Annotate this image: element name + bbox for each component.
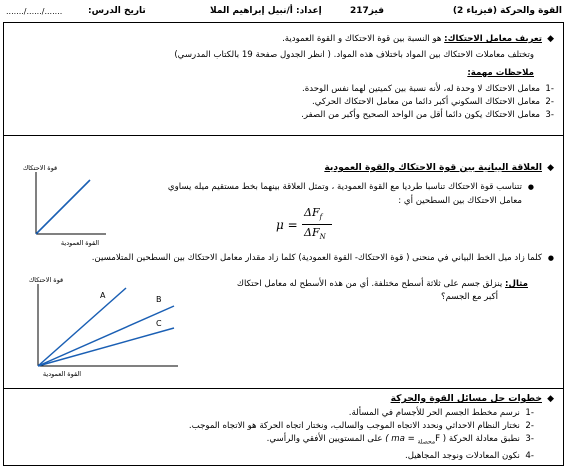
example-line2: أكبر مع الجسم؟ <box>441 292 498 302</box>
definition-line <box>282 34 542 45</box>
bullet-icon: ● <box>547 254 554 262</box>
notes-list <box>301 84 554 123</box>
bullet-icon: ◆ <box>547 34 554 44</box>
definition-heading: تعريف معامل الاحتكاك: <box>444 34 542 44</box>
graph-section-p2: كلما زاد ميل الخط البياني في منحنى ( قوة الاحتكاك- القوة العمودية) كلما زاد مقدار معامل الاحتكاك بين السطحين المتلامسين. <box>91 253 542 263</box>
graph1-line <box>36 180 90 234</box>
header-title: القوة والحركة (فيزياء 2) <box>452 6 562 16</box>
label-b: B <box>156 295 162 304</box>
example-label: مثال: <box>505 279 528 289</box>
graph1-xlabel: القوة العمودية <box>60 239 100 247</box>
definition-text: هو النسبة بين قوة الاحتكاك و القوة العمودية. <box>282 34 442 44</box>
list-item: -2 نختار النظام الاحداثي ونحدد الاتجاه الموجب والسالب، ونختار اتجاه الحركة هو الاتجاه الموجب. <box>188 421 534 431</box>
line-b <box>38 306 174 366</box>
formula-num: $\Delta F_f$ <box>304 206 323 222</box>
steps-list <box>189 408 534 464</box>
notes-heading: ملاحظات مهمة: <box>467 68 534 78</box>
list-item: -2 معامل الاحتكاك السكوني أكبر دائما من معامل الاحتكاك الحركي. <box>312 97 554 107</box>
list-item: -1 معامل الاحتكاك لا وحدة له، لأنه نسبة بين كميتين لهما نفس الوحدة. <box>301 84 554 94</box>
bullet-icon: ◆ <box>547 163 554 173</box>
bullet-icon: ◆ <box>547 394 554 404</box>
header-author: إعداد: أ/نبيل إبراهيم الملا <box>210 6 322 16</box>
header-date-value: ......./....../....... <box>6 7 63 16</box>
formula-lhs: μ = <box>276 218 298 232</box>
graph2-ylabel: قوة الاحتكاك <box>28 276 64 284</box>
list-item: -4 نكون المعادلات ونوجد المجاهيل. <box>405 451 534 461</box>
definition-line2: وتختلف معاملات الاحتكاك بين المواد باختلاف هذه المواد. ( انظر الجدول صفحة 19 بالكتاب المدرسي) <box>174 50 534 60</box>
list-item: -3 معامل الاحتكاك يكون دائما أقل من الواحد الصحيح وأكبر من الصفر. <box>301 110 554 120</box>
list-item: -1 نرسم مخطط الجسم الحر للأجسام في المسألة. <box>348 408 534 418</box>
friction-formula <box>276 206 346 242</box>
graph-section-p1b: معامل الاحتكاك بين السطحين أي : <box>398 196 522 206</box>
example-line1: مثال: ينزلق جسم على ثلاثة أسطح مختلفة. أي من هذه الأسطح له معامل احتكاك <box>236 279 528 289</box>
divider <box>4 135 563 136</box>
formula-den: $\Delta F_N$ <box>304 226 326 242</box>
graph-section-heading: العلاقة البيانية بين قوة الاحتكاك والقوة العمودية <box>324 162 542 173</box>
graph1-ylabel: قوة الاحتكاك <box>22 164 58 172</box>
steps-heading: خطوات حل مسائل القوة والحركة <box>390 393 542 404</box>
header-grade: فيز217 <box>350 6 384 16</box>
graph-friction-vs-normal <box>10 162 120 250</box>
bullet-icon: ● <box>527 183 534 191</box>
label-a: A <box>100 291 106 300</box>
list-item: -3 نطبق معادلة الحركة ( $F_{محصلة}$ = ma ) على المستويين الأفقي والرأسي. <box>266 434 534 446</box>
header-date-label: تاريخ الدرس: <box>88 6 146 16</box>
graph2-xlabel: القوة العمودية <box>42 370 82 378</box>
label-c: C <box>156 319 162 328</box>
graph-section-p1: تتناسب قوة الاحتكاك تناسبا طرديا مع القوة العمودية ، وتمثل العلاقة بينهما بخط مستقيم ميله يساوي <box>167 182 522 192</box>
graph-three-surfaces <box>6 270 186 382</box>
divider <box>4 388 563 389</box>
